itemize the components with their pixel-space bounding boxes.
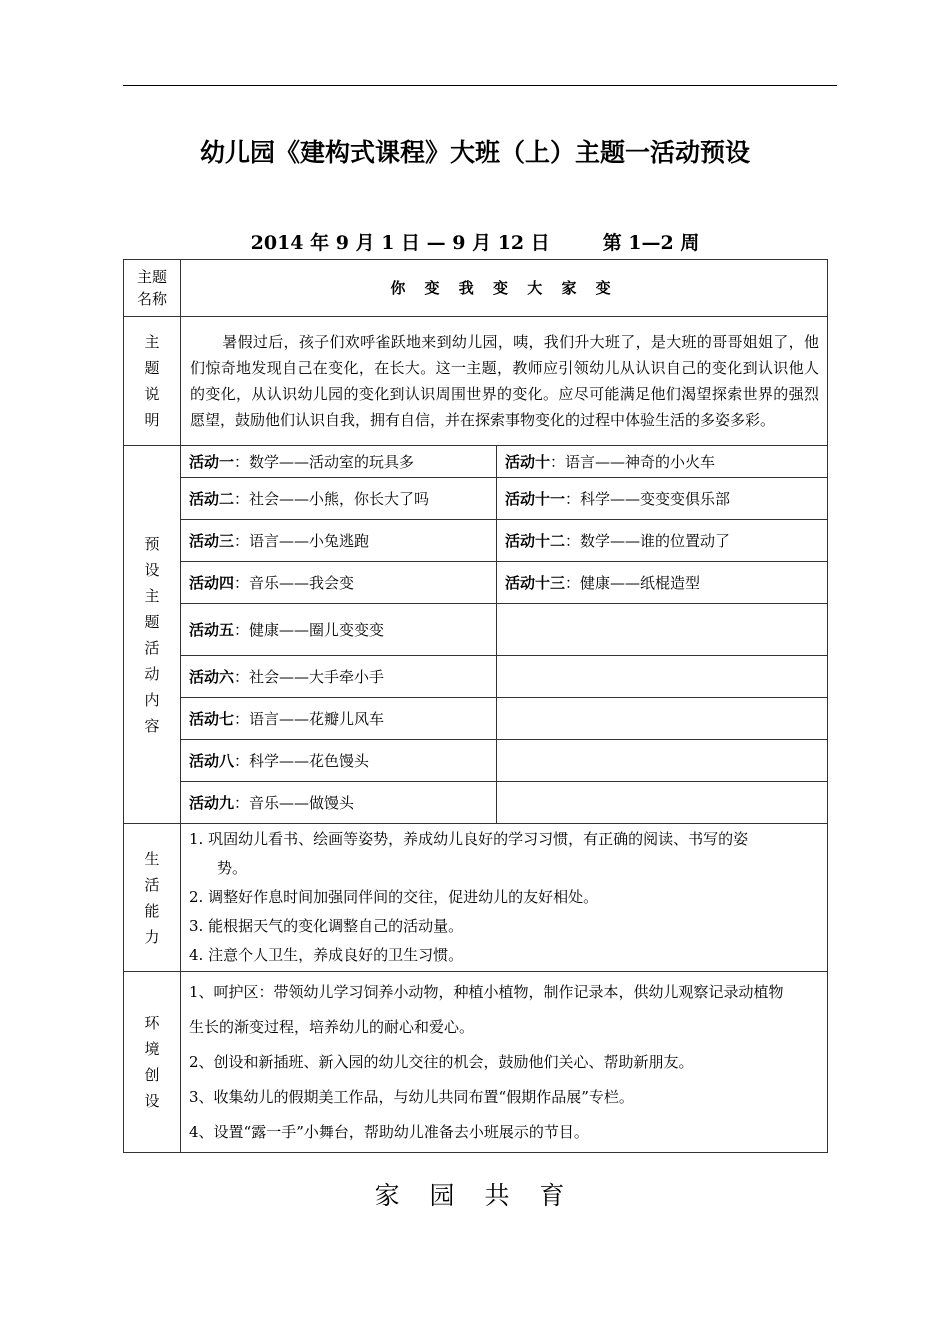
header-rule: [123, 85, 837, 86]
label-char: 力: [144, 927, 160, 946]
activity-cell-right: [497, 656, 828, 698]
activity-cell-right: [497, 698, 828, 740]
environment-item: 4、设置“露一手”小舞台，帮助幼儿准备去小班展示的节目。: [189, 1122, 589, 1141]
activity-cell-left: [181, 782, 497, 824]
label-char: 内: [144, 690, 160, 709]
label-char: 设: [144, 560, 160, 579]
environment-item-continuation: 生长的渐变过程，培养幼儿的耐心和爱心。: [189, 1017, 475, 1036]
activity-row: [124, 446, 828, 478]
activity-content: ：音乐——我会变: [234, 573, 355, 592]
life-skills-list: [181, 824, 828, 972]
document-title: 幼儿园《建构式课程》大班（上）主题一活动预设: [199, 138, 750, 167]
activity-row: [124, 698, 828, 740]
activity-name: 活动四: [189, 573, 235, 592]
label-char: 说: [144, 385, 160, 403]
life-skill-item: 1. 巩固幼儿看书、绘画等姿势，养成幼儿良好的学习习惯，有正确的阅读、书写的姿: [189, 830, 749, 848]
life-skill-item-continuation: 势。: [217, 859, 248, 877]
activity-row: [124, 656, 828, 698]
activity-name: 活动二: [189, 489, 235, 508]
activity-content: ：健康——纸棍造型: [565, 573, 701, 592]
activity-content: ：社会——大手牵小手: [234, 667, 385, 686]
theme-description-label-cell: [124, 317, 181, 446]
activity-cell-right: [497, 604, 828, 656]
activity-cell-left: [181, 740, 497, 782]
environment-item: 1、呵护区：带领幼儿学习饲养小动物，种植小植物，制作记录本，供幼儿观察记录动植物: [189, 982, 784, 1001]
label-char: 生: [144, 849, 160, 868]
activity-content: ：语言——花瓣儿风车: [234, 709, 385, 728]
environment-item: 2、创设和新插班、新入园的幼儿交往的机会，鼓励他们关心、帮助新朋友。: [189, 1052, 694, 1071]
activity-name: 活动十: [505, 452, 551, 471]
theme-description-row: [124, 317, 828, 446]
environment-list: [181, 972, 828, 1153]
activity-cell-left: [181, 698, 497, 740]
activity-cell-left: [181, 604, 497, 656]
activity-name: 活动七: [189, 709, 235, 728]
activity-name: 活动九: [189, 793, 235, 812]
activity-content: ：语言——神奇的小火车: [550, 452, 716, 471]
activity-cell-left: [181, 562, 497, 604]
label-char: 主: [144, 333, 160, 351]
activity-row: [124, 562, 828, 604]
activity-name: 活动八: [189, 751, 235, 770]
activity-content: ：健康——圈儿变变变: [234, 620, 385, 639]
label-char: 境: [144, 1040, 160, 1058]
theme-name-label-cell: [124, 260, 181, 317]
label-char: 能: [144, 901, 160, 920]
activity-row: [124, 520, 828, 562]
life-skills-label-cell: [124, 824, 181, 972]
activity-row: [124, 782, 828, 824]
activity-row: [124, 740, 828, 782]
activity-cell-left: [181, 446, 497, 478]
label-char: 主: [144, 586, 160, 605]
activity-cell-left: [181, 656, 497, 698]
date-range-line: 2014 年 9 月 1 日 — 9 月 12 日 第 1—2 周: [250, 232, 700, 254]
label-char: 设: [144, 1092, 160, 1110]
activities-label-cell: [124, 446, 181, 824]
activity-content: ：数学——活动室的玩具多: [234, 452, 415, 471]
theme-description-text: [181, 317, 828, 446]
activity-cell-left: [181, 478, 497, 520]
activity-content: ：音乐——做馒头: [234, 793, 355, 812]
activity-row: [124, 604, 828, 656]
life-skill-item: 3. 能根据天气的变化调整自己的活动量。: [189, 917, 464, 935]
activity-name: 活动一: [189, 452, 235, 471]
label-char: 活: [144, 875, 160, 894]
label-char: 题: [144, 359, 160, 377]
environment-item: 3、收集幼儿的假期美工作品，与幼儿共同布置“假期作品展”专栏。: [189, 1087, 634, 1106]
activity-name: 活动十三: [505, 573, 566, 592]
activity-content: ：科学——花色馒头: [234, 751, 370, 770]
activity-content: ：数学——谁的位置动了: [565, 531, 731, 550]
environment-row: [124, 972, 828, 1153]
label-char: 环: [144, 1014, 160, 1032]
activity-name: 活动十二: [505, 531, 566, 550]
activity-cell-right: [497, 446, 828, 478]
theme-name-value: 你 变 我 变 大 家 变: [181, 260, 828, 317]
label-char: 活: [144, 638, 160, 657]
life-skill-item: 2. 调整好作息时间加强同伴间的交往，促进幼儿的友好相处。: [189, 888, 599, 906]
activity-name: 活动十一: [505, 489, 566, 508]
activity-name: 活动三: [189, 531, 235, 550]
activity-name: 活动五: [189, 620, 235, 639]
activity-name: 活动六: [189, 667, 235, 686]
theme-description-body: 暑假过后，孩子们欢呼雀跃地来到幼儿园，咦，我们升大班了，是大班的哥哥姐姐了，他们惊奇地发现自己在变化，在长大。这一主题，教师应引领幼儿从认识自己的变化到认识他人的变化，从认识幼儿园的变化到认识周围世界的变化。应尽可能满足他们渴望探索世界的强烈愿望，鼓励他们认识自我，拥有自信，并在探索事物变化的过程中体验生活的多姿多彩。: [190, 333, 819, 429]
theme-name-label: 主题名称: [136, 268, 167, 308]
activity-cell-left: [181, 520, 497, 562]
label-char: 预: [144, 534, 160, 553]
environment-label-cell: [124, 972, 181, 1153]
label-char: 创: [144, 1066, 160, 1084]
activity-cell-right: [497, 740, 828, 782]
activity-content: ：语言——小兔逃跑: [234, 531, 370, 550]
label-char: 题: [144, 612, 160, 631]
life-skills-row: [124, 824, 828, 972]
activity-cell-right: [497, 782, 828, 824]
activity-plan-table: [123, 259, 828, 1153]
activity-content: ：科学——变变变俱乐部: [565, 489, 731, 508]
section-title-home-school: 家 园 共 育: [374, 1181, 576, 1210]
life-skill-item: 4. 注意个人卫生，养成良好的卫生习惯。: [189, 946, 464, 964]
label-char: 容: [144, 716, 160, 735]
activity-cell-right: [497, 562, 828, 604]
activity-content: ：社会——小熊，你长大了吗: [234, 489, 430, 508]
activity-cell-right: [497, 520, 828, 562]
activity-row: [124, 478, 828, 520]
label-char: 动: [144, 664, 160, 683]
theme-name-row: [124, 260, 828, 317]
label-char: 明: [144, 411, 160, 429]
activity-cell-right: [497, 478, 828, 520]
